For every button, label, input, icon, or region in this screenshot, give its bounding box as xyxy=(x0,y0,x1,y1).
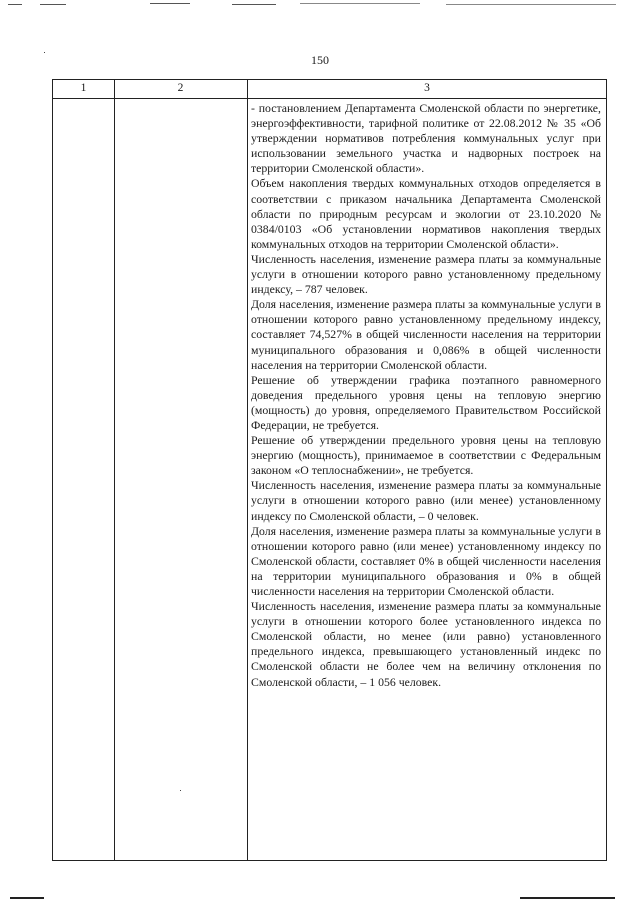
header-col-1: 1 xyxy=(80,82,87,94)
paragraph-population-equal-or-less: Численность населения, изменение размера платы за коммунальные услуги в отношении которого равно (или менее) установленному индексу по Смоленской области, – 0 человек. xyxy=(251,478,601,523)
paragraph-share-equal-or-less: Доля населения, изменение размера платы за коммунальные услуги в отношении которого равно (или менее) установленному индексу по Смоленской области, составляет 0% в общей численности населения на территории муниципального образования и 0% в общей численности населения на территории Смоленской области. xyxy=(251,523,601,598)
page-number: 150 xyxy=(311,53,329,67)
scan-artifact-top xyxy=(0,0,640,14)
scan-speck xyxy=(180,790,181,791)
document-table xyxy=(52,79,607,861)
paragraph-share-equal: Доля населения, изменение размера платы за коммунальные услуги в отношении которого равно установленному предельному индексу, составляет 74,527% в общей численности населения на территории муниципального образования и 0,086% в общей численности населения на территории Смоленской области. xyxy=(251,297,601,372)
column-3-content xyxy=(251,101,601,690)
header-col-3: 3 xyxy=(424,82,430,94)
header-col-2: 2 xyxy=(177,82,184,94)
paragraph-population-above: Численность населения, изменение размера платы за коммунальные услуги в отношении которого более установленного индекса по Смоленской области, но менее (или равно) установленного предельного индекса, превышающего установленный индекс по Смоленской области не более чем на величину отклонения по Смоленской области, – 1 056 человек. xyxy=(251,599,601,689)
scan-artifact-bottom xyxy=(0,893,640,905)
column-divider-1 xyxy=(114,80,115,860)
paragraph-waste-volume: Объем накопления твердых коммунальных отходов определяется в соответствии с приказом начальника Департамента Смоленской области по природным ресурсам и экологии от 23.10.2020 № 0384/0103 «Об установлении нормативов накопления твердых коммунальных отходов на территории Смоленской области». xyxy=(251,176,601,251)
paragraph-resolution: - постановлением Департамента Смоленской области по энергетике, энергоэффективности, тарифной политике от 22.08.2012 № 35 «Об утверждении нормативов потребления коммунальных услуг при использовании земельного участка и надворных построек на территории Смоленской области». xyxy=(251,101,601,176)
paragraph-population-equal: Численность населения, изменение размера платы за коммунальные услуги в отношении которого равно установленному предельному индексу, – 787 человек. xyxy=(251,251,601,297)
column-divider-2 xyxy=(247,80,248,860)
paragraph-price-decision: Решение об утверждении предельного уровня цены на тепловую энергию (мощность), принимаемое в соответствии с Федеральным законом «О теплоснабжении», не требуется. xyxy=(251,433,601,478)
table-header-row xyxy=(53,80,606,99)
paragraph-schedule-decision: Решение об утверждении графика поэтапного равномерного доведения предельного уровня цены на тепловую энергию (мощность) до уровня, определяемого Правительством Российской Федерации, не требуется. xyxy=(251,372,601,432)
